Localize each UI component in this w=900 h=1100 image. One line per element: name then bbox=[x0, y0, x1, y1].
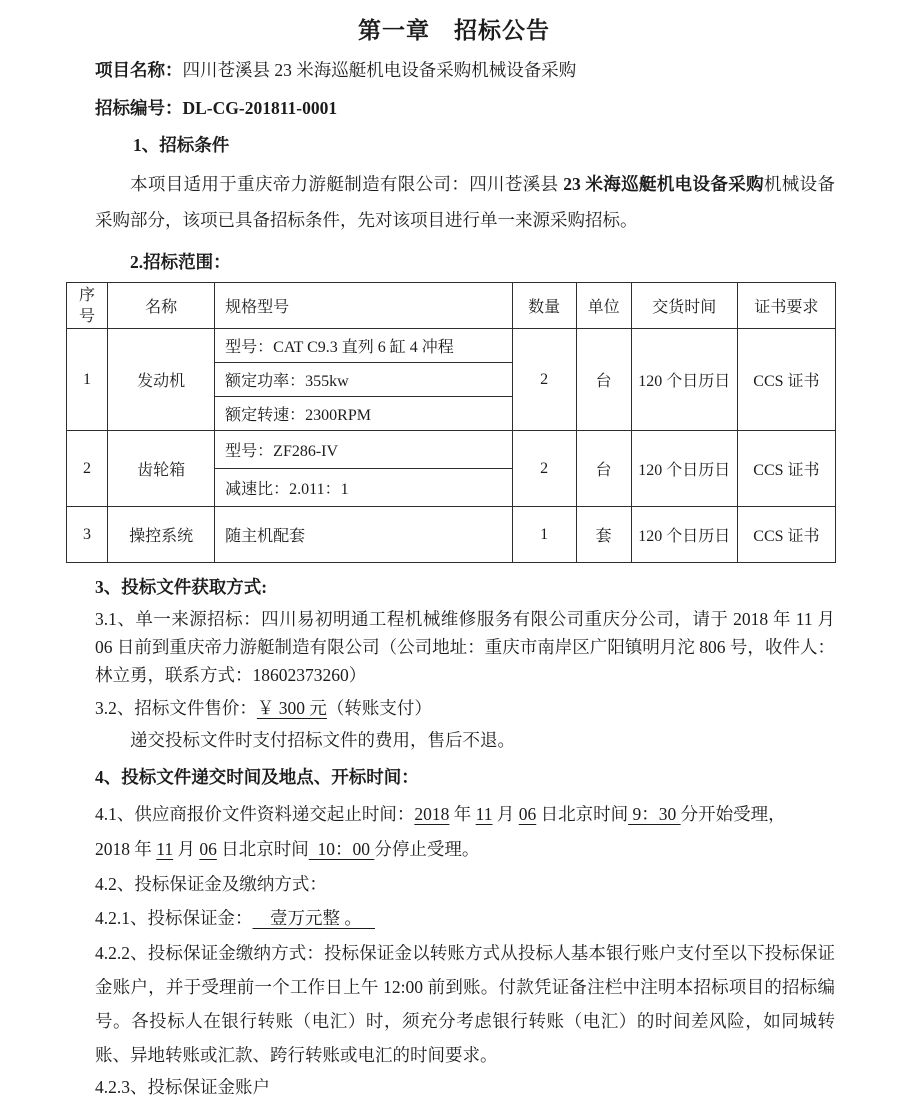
section4-item422: 4.2.2、投标保证金缴纳方式：投标保证金以转账方式从投标人基本银行账户支付至以下投标保证金账户，并于受理前一个工作日上午 12:00 前到账。付款凭证备注栏中注明本招标项目的招标编号。各投标人在银行转账（电汇）时，须充分考虑银行转账（电汇）的时间差风险，如同城转账、异地转账或汇款、跨行转账或电汇的时间要求。 bbox=[95, 943, 835, 1065]
delivery-cell: 120 个日历日 bbox=[631, 431, 737, 507]
table-row bbox=[67, 507, 836, 563]
section1-text-bold: 23 米海巡艇机电设备采购 bbox=[563, 174, 764, 194]
header-name: 名称 bbox=[108, 283, 215, 329]
doc-price-value: ￥ 300 元 bbox=[256, 698, 327, 718]
section1-text-before: 本项目适用于重庆帝力游艇制造有限公司：四川苍溪县 bbox=[130, 174, 564, 194]
header-seq: 序号 bbox=[67, 283, 108, 329]
header-unit: 单位 bbox=[576, 283, 631, 329]
header-cert: 证书要求 bbox=[737, 283, 835, 329]
tender-number-value: DL-CG-201811-0001 bbox=[182, 98, 338, 118]
name-cell: 操控系统 bbox=[108, 507, 215, 563]
seq-cell: 1 bbox=[67, 329, 108, 431]
start-day: 06 bbox=[518, 804, 537, 824]
qty-cell: 2 bbox=[512, 431, 576, 507]
section3-heading: 3、投标文件获取方式: bbox=[95, 577, 268, 597]
time-label: 4.1、供应商报价文件资料递交起止时间： bbox=[95, 804, 415, 824]
name-cell: 发动机 bbox=[108, 329, 215, 431]
unit-cell: 台 bbox=[576, 431, 631, 507]
project-name-label: 项目名称： bbox=[95, 60, 183, 80]
unit-cell: 套 bbox=[576, 507, 631, 563]
section3-item31: 3.1、单一来源招标：四川易初明通工程机械维修服务有限公司重庆分公司，请于 2018 年 11 月 06 日前到重庆帝力游艇制造有限公司（公司地址：重庆市南岸区广阳镇明月沱 806 号，收件人：林立勇，联系方式：18602373260） bbox=[95, 609, 835, 685]
project-name-value: 四川苍溪县 23 米海巡艇机电设备采购机械设备采购 bbox=[182, 60, 577, 80]
unit-cell: 台 bbox=[576, 329, 631, 431]
section3-item32 bbox=[95, 696, 842, 721]
qty-cell: 2 bbox=[512, 329, 576, 431]
spec-cell: 型号：CAT C9.3 直列 6 缸 4 冲程 bbox=[215, 329, 512, 363]
section4-heading: 4、投标文件递交时间及地点、开标时间： bbox=[95, 767, 419, 787]
tender-number-label: 招标编号： bbox=[95, 98, 183, 118]
header-qty: 数量 bbox=[512, 283, 576, 329]
deposit-value: 壹万元整 。 bbox=[252, 908, 375, 928]
end-time: 10：00 bbox=[308, 839, 375, 859]
end-month: 11 bbox=[156, 839, 174, 859]
spec-cell: 额定转速：2300RPM bbox=[215, 397, 512, 431]
section4-item421 bbox=[95, 906, 842, 931]
deposit-label: 4.2.1、投标保证金： bbox=[95, 908, 253, 928]
start-month: 11 bbox=[475, 804, 493, 824]
section1-text-after: 机械设备采购部分，该项已具备招标条件，先对该项目进行单一来源采购招标。 bbox=[95, 174, 836, 230]
section4-item423: 4.2.3、投标保证金账户 bbox=[95, 1077, 270, 1097]
tender-number-line bbox=[95, 96, 842, 121]
seq-cell: 2 bbox=[67, 431, 108, 507]
seq-cell: 3 bbox=[67, 507, 108, 563]
cert-cell: CCS 证书 bbox=[737, 431, 835, 507]
start-year: 2018 bbox=[414, 804, 450, 824]
start-time: 9：30 bbox=[628, 804, 681, 824]
tender-scope-table bbox=[66, 282, 836, 563]
end-day: 06 bbox=[199, 839, 217, 859]
project-name-line bbox=[95, 58, 842, 83]
cert-cell: CCS 证书 bbox=[737, 329, 835, 431]
table-row bbox=[67, 329, 836, 363]
section4-item41: 4.1、供应商报价文件资料递交起止时间：2018 年 11 月 06 日北京时间 9：30 分开始受理， 2018 年 11 月 06 日北京时间 10：00 分停止受理。 bbox=[95, 804, 786, 859]
cert-cell: CCS 证书 bbox=[737, 507, 835, 563]
qty-cell: 1 bbox=[512, 507, 576, 563]
spec-cell: 额定功率：355kw bbox=[215, 363, 512, 397]
section2-heading: 2.招标范围： bbox=[130, 252, 231, 272]
section1-paragraph bbox=[95, 166, 835, 238]
table-row bbox=[67, 431, 836, 469]
page-title: 第一章 招标公告 bbox=[358, 18, 550, 43]
header-delivery: 交货时间 bbox=[631, 283, 737, 329]
delivery-cell: 120 个日历日 bbox=[631, 329, 737, 431]
doc-price-label: 3.2、招标文件售价： bbox=[95, 698, 257, 718]
section4-item42: 4.2、投标保证金及缴纳方式： bbox=[95, 874, 327, 894]
table-header-row bbox=[67, 283, 836, 329]
doc-price-suffix: （转账支付） bbox=[326, 698, 432, 718]
section1-heading: 1、招标条件 bbox=[133, 135, 230, 155]
spec-cell: 减速比：2.011：1 bbox=[215, 469, 512, 507]
name-cell: 齿轮箱 bbox=[108, 431, 215, 507]
header-spec: 规格型号 bbox=[215, 283, 512, 329]
delivery-cell: 120 个日历日 bbox=[631, 507, 737, 563]
spec-cell: 型号：ZF286-IV bbox=[215, 431, 512, 469]
spec-cell: 随主机配套 bbox=[215, 507, 512, 563]
section3-note: 递交投标文件时支付招标文件的费用，售后不退。 bbox=[130, 730, 515, 750]
